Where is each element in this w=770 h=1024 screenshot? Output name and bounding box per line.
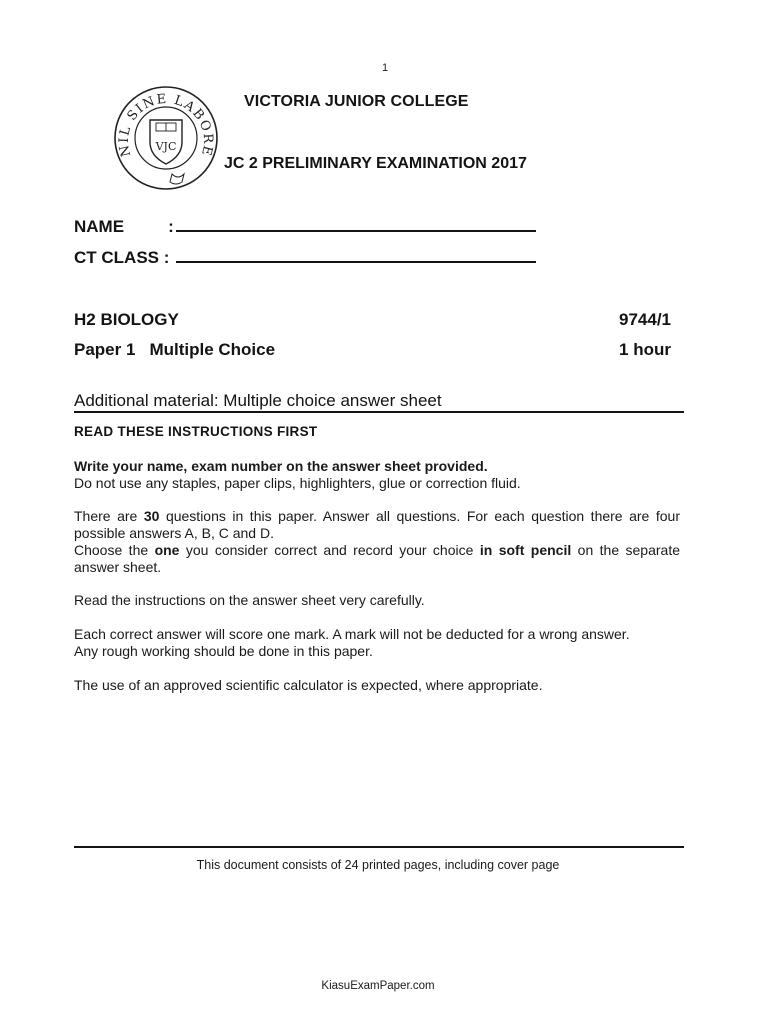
additional-material: Additional material: Multiple choice answer sheet [74,391,442,410]
instruction-2-part-h: on the separate answer sheet. [74,542,681,575]
instruction-2-part-a: There are [74,508,144,524]
paper-type: Multiple Choice [149,340,276,359]
class-field-row [74,247,536,268]
class-blank-line [176,247,536,263]
name-label-text: NAME [74,217,125,236]
class-label: CT CLASS : [74,248,170,267]
instruction-2-part-d: Choose the [74,542,155,558]
college-name: VICTORIA JUNIOR COLLEGE [244,93,469,110]
instruction-paragraph-5: The use of an approved scientific calculator is expected, where appropriate. [74,677,543,693]
crest-motto: NIL SINE LABORE [116,91,216,159]
section-divider [74,411,684,413]
exam-duration: 1 hour [619,340,671,359]
question-count: 30 [143,508,160,524]
instruction-paragraph-4 [74,626,680,660]
instruction-1-bold: Write your name, exam number on the answer sheet provided. [74,458,488,474]
page-count-note: This document consists of 24 printed pages, including cover page [196,858,560,872]
instruction-4-line-1: Each correct answer will score one mark. A mark will not be deducted for a wrong answer. [74,626,630,642]
instruction-2-emphasis-one: one [154,542,180,558]
footer-divider [74,846,684,848]
source-watermark: KiasuExamPaper.com [321,980,435,992]
instruction-paragraph-3: Read the instructions on the answer sheet very carefully. [74,592,425,608]
name-field-row [74,216,536,237]
subject-title: H2 BIOLOGY [74,310,179,329]
instruction-4-line-2: Any rough working should be done in this paper. [74,643,373,659]
paper-label [74,340,275,360]
instruction-paragraph-1 [74,458,680,492]
instruction-1-text: Do not use any staples, paper clips, highlighters, glue or correction fluid. [74,475,521,491]
syllabus-code: 9744/1 [619,310,671,329]
college-crest-icon [112,84,220,192]
paper-number: Paper 1 [74,340,136,359]
instruction-2-part-f: you consider correct and record your choice [179,542,480,558]
name-colon: : [168,217,174,236]
instruction-paragraph-2 [74,508,680,576]
exam-title: JC 2 PRELIMINARY EXAMINATION 2017 [224,155,527,172]
crest-monogram: VJC [155,140,177,153]
instruction-2-emphasis-pencil: in soft pencil [479,542,572,558]
instructions-heading: READ THESE INSTRUCTIONS FIRST [74,424,318,439]
page-number: 1 [381,62,389,74]
instruction-2-part-c: questions in this paper. Answer all questions. For each question there are four possible answers A, B, C and D. [74,508,680,541]
name-label [74,217,174,237]
name-blank-line [176,216,536,232]
